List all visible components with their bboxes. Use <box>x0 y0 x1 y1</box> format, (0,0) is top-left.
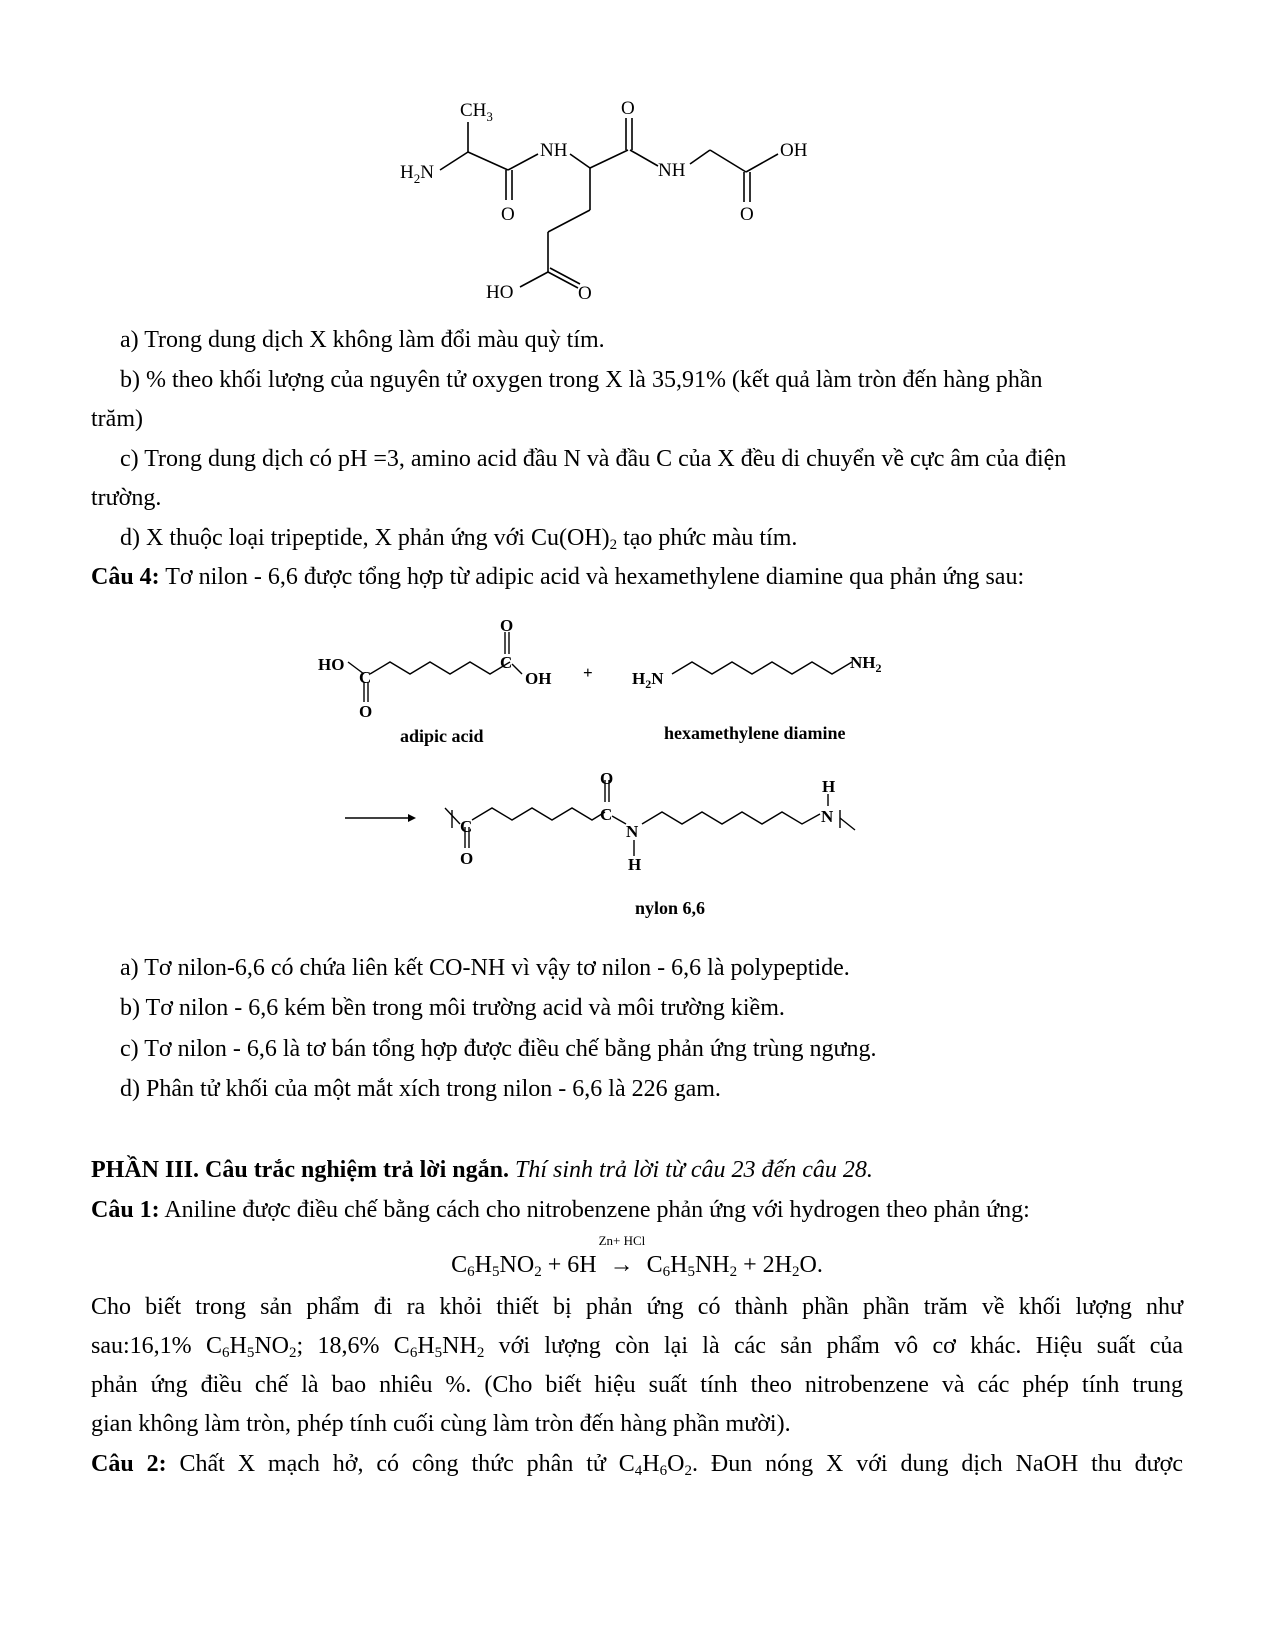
polymer-n-left-label: N <box>626 822 639 841</box>
adipic-oh-label: OH <box>525 669 552 688</box>
adipic-c-right-label: C <box>500 653 513 672</box>
q1-paragraph-line2: sau:16,1% $C_6H_5NO_2$; 18,6% $C_6H_5NH_2$ với lượng còn lại là các sản phẩm vô cơ khác. Hiệu suất của <box>91 1333 1183 1361</box>
q4-option-a: a) Tơ nilon-6,6 có chứa liên kết CO-NH vì vậy tơ nilon - 6,6 là polypeptide. <box>120 955 850 981</box>
tripeptide-structure-figure <box>380 92 840 312</box>
ch3-label: $CH_3$ <box>460 100 493 124</box>
polymer-h-top-label: H <box>822 777 836 796</box>
q3-option-c-line2: trường. <box>91 485 162 511</box>
polymer-n-right-label: N <box>821 807 834 826</box>
catalyst-label: Zn+ HCl <box>598 1233 646 1248</box>
nylon-caption: nylon 6,6 <box>635 898 706 918</box>
q4-option-b: b) Tơ nilon - 6,6 kém bền trong môi trường acid và môi trường kiềm. <box>120 995 785 1021</box>
question-2-label: Câu 2: <box>91 1451 167 1477</box>
oxygen-left-label: O <box>501 204 515 225</box>
q1-paragraph-line1: Cho biết trong sản phẩm đi ra khỏi thiết bị phản ứng có thành phần phần trăm về khối lượng như <box>91 1294 1183 1320</box>
q1-paragraph-line3: phản ứng điều chế là bao nhiêu %. (Cho biết hiệu suất tính theo nitrobenzene và các phép tính trung <box>91 1372 1183 1398</box>
q3-option-b-line1: b) % theo khối lượng của nguyên tử oxygen trong X là 35,91% (kết quả làm tròn đến hàng phần <box>120 367 1043 393</box>
diamine-h2n-label: $H_2N$ <box>632 669 664 691</box>
adipic-o-bottom-label: O <box>359 702 373 721</box>
adipic-acid-caption: adipic acid <box>400 726 484 746</box>
q3-option-d: d) X thuộc loại tripeptide, X phản ứng với $Cu(OH)_2$ tạo phức màu tím. <box>120 525 798 553</box>
q4-option-c: c) Tơ nilon - 6,6 là tơ bán tổng hợp được điều chế bằng phản ứng trùng ngưng. <box>120 1036 877 1062</box>
equation-reactants: $C_6H_5NO_2 + 6H$ <box>451 1252 597 1280</box>
q3-option-a: a) Trong dung dịch X không làm đổi màu quỳ tím. <box>120 327 605 353</box>
question-1-label: Câu 1: <box>91 1197 160 1223</box>
q1-paragraph-line4: gian không làm tròn, phép tính cuối cùng làm tròn đến hàng phần mười). <box>91 1411 791 1437</box>
question-4-label: Câu 4: <box>91 564 160 590</box>
polymer-c-right-label: C <box>600 805 613 824</box>
q4-option-d: d) Phân tử khối của một mắt xích trong nilon - 6,6 là 226 gam. <box>120 1076 721 1102</box>
ho-label: HO <box>486 282 514 303</box>
plus-sign: + <box>583 663 593 682</box>
question-2: Câu 2: Chất X mạch hở, có công thức phân tử $C_4H_6O_2$. Đun nóng X với dung dịch NaOH thu được <box>91 1451 1184 1479</box>
polymer-o-bottom-label: O <box>460 849 474 868</box>
q3-option-b-line2: trăm) <box>91 406 143 432</box>
polymer-o-top-label: O <box>600 769 614 788</box>
adipic-c-left-label: C <box>359 668 372 687</box>
h2n-label: $H_2N$ <box>400 162 434 186</box>
q3-option-c-line1: c) Trong dung dịch có pH =3, amino acid đầu N và đầu C của X đều di chuyển về cực âm của điện <box>120 446 1067 472</box>
oxygen-right-label: O <box>740 204 754 225</box>
reaction-equation <box>91 1233 1183 1280</box>
adipic-o-top-label: O <box>500 616 514 635</box>
diamine-caption: hexamethylene diamine <box>664 723 846 743</box>
nylon-synthesis-figure <box>300 612 920 930</box>
oxygen-top-label: O <box>621 98 635 119</box>
nh-label-2: NH <box>658 160 686 181</box>
question-1: Câu 1: Aniline được điều chế bằng cách cho nitrobenzene phản ứng với hydrogen theo phản ứng: <box>91 1197 1030 1223</box>
reaction-arrow: Zn+ HCl → <box>603 1250 641 1280</box>
question-4: Câu 4: Tơ nilon - 6,6 được tổng hợp từ adipic acid và hexamethylene diamine qua phản ứng sau: <box>91 564 1025 590</box>
polymer-h-bottom-label: H <box>628 855 642 874</box>
nh-label-1: NH <box>540 140 568 161</box>
part3-heading <box>91 1155 1183 1185</box>
part3-title: PHẦN III. Câu trắc nghiệm trả lời ngắn. <box>91 1157 509 1183</box>
equation-products: $C_6H_5NH_2 + 2H_2O$. <box>646 1252 823 1280</box>
oh-label: OH <box>780 140 808 161</box>
polymer-c-left-label: C <box>460 817 473 836</box>
oxygen-bottom-label: O <box>578 283 592 304</box>
part3-instruction: Thí sinh trả lời từ câu 23 đến câu 28. <box>508 1157 873 1183</box>
diamine-nh2-label: $NH_2$ <box>850 653 882 675</box>
adipic-ho-label: HO <box>318 655 345 674</box>
